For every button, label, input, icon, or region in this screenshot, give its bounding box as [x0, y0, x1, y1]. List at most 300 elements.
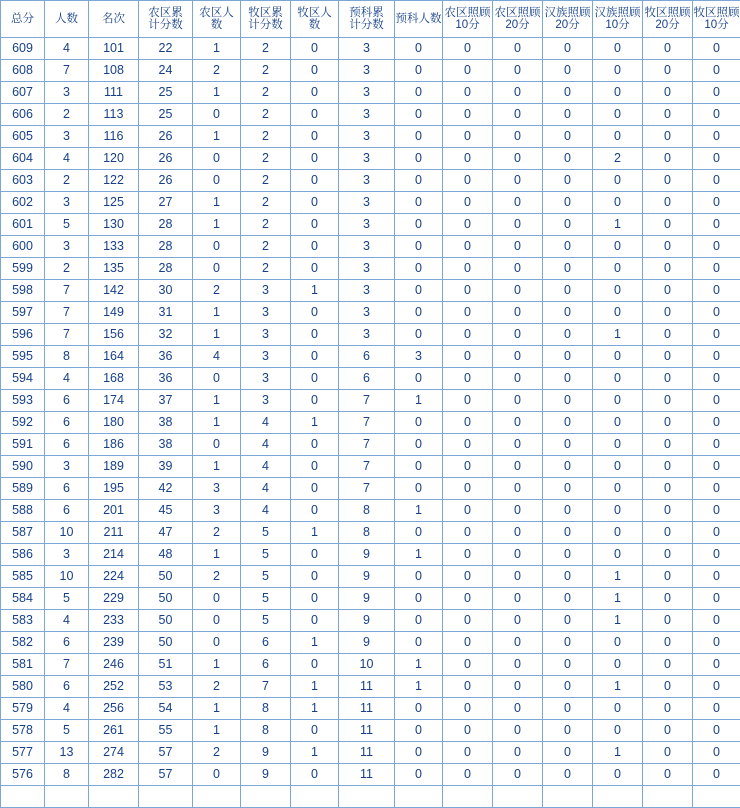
cell-r17-c12: 0 [593, 412, 643, 434]
column-header-8 [395, 1, 443, 38]
cell-r21-c11: 0 [543, 500, 593, 522]
column-header-1 [45, 1, 89, 38]
cell-r32-c11: 0 [543, 742, 593, 764]
cell-r27-c11: 0 [543, 632, 593, 654]
cell-r7-c2: 125 [89, 192, 139, 214]
cell-r22-c10: 0 [493, 522, 543, 544]
cell-r28-c14: 0 [693, 654, 740, 676]
cell-r10-c5: 2 [241, 258, 291, 280]
cell-r8-c2: 130 [89, 214, 139, 236]
cell-r7-c11: 0 [543, 192, 593, 214]
cell-r10-c1: 2 [45, 258, 89, 280]
cell-r4-c1: 3 [45, 126, 89, 148]
cell-r23-c4: 1 [193, 544, 241, 566]
cell-r3-c6: 0 [291, 104, 339, 126]
cell-r27-c5: 6 [241, 632, 291, 654]
cell-r18-c4: 0 [193, 434, 241, 456]
cell-r15-c11: 0 [543, 368, 593, 390]
cell-r20-c1: 6 [45, 478, 89, 500]
table-row [1, 126, 740, 148]
cell-r10-c7: 3 [339, 258, 395, 280]
cell-r33-c3: 57 [139, 764, 193, 786]
cell-r34-c2 [89, 786, 139, 808]
cell-r3-c13: 0 [643, 104, 693, 126]
table-row [1, 500, 740, 522]
cell-r2-c1: 3 [45, 82, 89, 104]
cell-r22-c4: 2 [193, 522, 241, 544]
cell-r31-c0: 578 [1, 720, 45, 742]
cell-r2-c6: 0 [291, 82, 339, 104]
cell-r32-c6: 1 [291, 742, 339, 764]
cell-r7-c1: 3 [45, 192, 89, 214]
cell-r11-c6: 1 [291, 280, 339, 302]
cell-r23-c11: 0 [543, 544, 593, 566]
cell-r28-c3: 51 [139, 654, 193, 676]
table-row [1, 764, 740, 786]
cell-r23-c8: 1 [395, 544, 443, 566]
cell-r30-c10: 0 [493, 698, 543, 720]
cell-r26-c13: 0 [643, 610, 693, 632]
cell-r32-c5: 9 [241, 742, 291, 764]
cell-r21-c7: 8 [339, 500, 395, 522]
cell-r24-c11: 0 [543, 566, 593, 588]
cell-r8-c4: 1 [193, 214, 241, 236]
cell-r9-c5: 2 [241, 236, 291, 258]
cell-r7-c12: 0 [593, 192, 643, 214]
cell-r29-c14: 0 [693, 676, 740, 698]
cell-r24-c1: 10 [45, 566, 89, 588]
column-header-6-line-1: 数 [291, 19, 338, 31]
cell-r26-c5: 5 [241, 610, 291, 632]
cell-r12-c5: 3 [241, 302, 291, 324]
cell-r7-c8: 0 [395, 192, 443, 214]
cell-r6-c9: 0 [443, 170, 493, 192]
cell-r31-c8: 0 [395, 720, 443, 742]
table-row [1, 456, 740, 478]
cell-r34-c3 [139, 786, 193, 808]
cell-r14-c3: 36 [139, 346, 193, 368]
cell-r6-c7: 3 [339, 170, 395, 192]
cell-r33-c5: 9 [241, 764, 291, 786]
cell-r1-c3: 24 [139, 60, 193, 82]
cell-r16-c12: 0 [593, 390, 643, 412]
cell-r24-c10: 0 [493, 566, 543, 588]
cell-r17-c11: 0 [543, 412, 593, 434]
cell-r15-c14: 0 [693, 368, 740, 390]
cell-r30-c12: 0 [593, 698, 643, 720]
cell-r19-c1: 3 [45, 456, 89, 478]
cell-r13-c9: 0 [443, 324, 493, 346]
cell-r15-c12: 0 [593, 368, 643, 390]
cell-r5-c8: 0 [395, 148, 443, 170]
cell-r21-c4: 3 [193, 500, 241, 522]
column-header-13-line-0: 牧区照顾 [643, 7, 692, 19]
cell-r8-c6: 0 [291, 214, 339, 236]
cell-r34-c9 [443, 786, 493, 808]
cell-r30-c4: 1 [193, 698, 241, 720]
cell-r28-c1: 7 [45, 654, 89, 676]
cell-r0-c5: 2 [241, 38, 291, 60]
cell-r32-c8: 0 [395, 742, 443, 764]
cell-r28-c12: 0 [593, 654, 643, 676]
cell-r29-c9: 0 [443, 676, 493, 698]
cell-r27-c6: 1 [291, 632, 339, 654]
cell-r16-c3: 37 [139, 390, 193, 412]
column-header-11 [543, 1, 593, 38]
cell-r15-c13: 0 [643, 368, 693, 390]
cell-r19-c12: 0 [593, 456, 643, 478]
cell-r2-c7: 3 [339, 82, 395, 104]
cell-r23-c9: 0 [443, 544, 493, 566]
cell-r27-c3: 50 [139, 632, 193, 654]
cell-r3-c9: 0 [443, 104, 493, 126]
column-header-9-line-0: 农区照顾 [443, 7, 492, 19]
cell-r4-c5: 2 [241, 126, 291, 148]
cell-r26-c2: 233 [89, 610, 139, 632]
cell-r7-c0: 602 [1, 192, 45, 214]
cell-r10-c12: 0 [593, 258, 643, 280]
cell-r23-c3: 48 [139, 544, 193, 566]
cell-r10-c14: 0 [693, 258, 740, 280]
cell-r24-c5: 5 [241, 566, 291, 588]
cell-r1-c1: 7 [45, 60, 89, 82]
column-header-10-line-1: 20分 [493, 19, 542, 31]
cell-r0-c11: 0 [543, 38, 593, 60]
cell-r24-c2: 224 [89, 566, 139, 588]
cell-r25-c14: 0 [693, 588, 740, 610]
cell-r12-c9: 0 [443, 302, 493, 324]
table-row [1, 170, 740, 192]
cell-r34-c13 [643, 786, 693, 808]
cell-r26-c12: 1 [593, 610, 643, 632]
cell-r30-c0: 579 [1, 698, 45, 720]
cell-r24-c4: 2 [193, 566, 241, 588]
cell-r2-c5: 2 [241, 82, 291, 104]
cell-r12-c13: 0 [643, 302, 693, 324]
cell-r13-c10: 0 [493, 324, 543, 346]
cell-r15-c1: 4 [45, 368, 89, 390]
cell-r13-c0: 596 [1, 324, 45, 346]
table-row [1, 544, 740, 566]
cell-r9-c1: 3 [45, 236, 89, 258]
cell-r19-c11: 0 [543, 456, 593, 478]
cell-r15-c0: 594 [1, 368, 45, 390]
column-header-7 [339, 1, 395, 38]
cell-r21-c14: 0 [693, 500, 740, 522]
cell-r30-c6: 1 [291, 698, 339, 720]
table-row [1, 434, 740, 456]
cell-r34-c4 [193, 786, 241, 808]
column-header-13 [643, 1, 693, 38]
cell-r29-c12: 1 [593, 676, 643, 698]
cell-r20-c3: 42 [139, 478, 193, 500]
cell-r4-c10: 0 [493, 126, 543, 148]
cell-r27-c14: 0 [693, 632, 740, 654]
cell-r9-c14: 0 [693, 236, 740, 258]
cell-r17-c6: 1 [291, 412, 339, 434]
cell-r11-c13: 0 [643, 280, 693, 302]
cell-r23-c14: 0 [693, 544, 740, 566]
cell-r24-c6: 0 [291, 566, 339, 588]
cell-r3-c12: 0 [593, 104, 643, 126]
cell-r28-c5: 6 [241, 654, 291, 676]
cell-r0-c13: 0 [643, 38, 693, 60]
cell-r9-c4: 0 [193, 236, 241, 258]
cell-r29-c10: 0 [493, 676, 543, 698]
cell-r2-c10: 0 [493, 82, 543, 104]
cell-r14-c1: 8 [45, 346, 89, 368]
cell-r27-c12: 0 [593, 632, 643, 654]
cell-r9-c6: 0 [291, 236, 339, 258]
cell-r25-c7: 9 [339, 588, 395, 610]
cell-r17-c8: 0 [395, 412, 443, 434]
table-row [1, 258, 740, 280]
cell-r6-c5: 2 [241, 170, 291, 192]
cell-r7-c10: 0 [493, 192, 543, 214]
column-header-11-line-0: 汉族照顾 [543, 7, 592, 19]
cell-r29-c5: 7 [241, 676, 291, 698]
cell-r33-c12: 0 [593, 764, 643, 786]
cell-r0-c9: 0 [443, 38, 493, 60]
table-row [1, 522, 740, 544]
cell-r32-c13: 0 [643, 742, 693, 764]
cell-r31-c14: 0 [693, 720, 740, 742]
cell-r15-c3: 36 [139, 368, 193, 390]
table-row [1, 566, 740, 588]
cell-r26-c3: 50 [139, 610, 193, 632]
cell-r14-c10: 0 [493, 346, 543, 368]
cell-r34-c0 [1, 786, 45, 808]
cell-r19-c4: 1 [193, 456, 241, 478]
cell-r28-c13: 0 [643, 654, 693, 676]
cell-r7-c3: 27 [139, 192, 193, 214]
cell-r21-c6: 0 [291, 500, 339, 522]
cell-r33-c7: 11 [339, 764, 395, 786]
cell-r30-c2: 256 [89, 698, 139, 720]
cell-r27-c10: 0 [493, 632, 543, 654]
cell-r9-c10: 0 [493, 236, 543, 258]
cell-r4-c7: 3 [339, 126, 395, 148]
column-header-5 [241, 1, 291, 38]
cell-r10-c0: 599 [1, 258, 45, 280]
cell-r6-c13: 0 [643, 170, 693, 192]
cell-r25-c5: 5 [241, 588, 291, 610]
cell-r10-c11: 0 [543, 258, 593, 280]
table-row [1, 236, 740, 258]
cell-r9-c13: 0 [643, 236, 693, 258]
cell-r3-c1: 2 [45, 104, 89, 126]
table-row [1, 192, 740, 214]
cell-r4-c13: 0 [643, 126, 693, 148]
cell-r6-c1: 2 [45, 170, 89, 192]
header-row [1, 1, 740, 38]
cell-r5-c1: 4 [45, 148, 89, 170]
cell-r5-c6: 0 [291, 148, 339, 170]
cell-r21-c9: 0 [443, 500, 493, 522]
cell-r22-c8: 0 [395, 522, 443, 544]
cell-r6-c6: 0 [291, 170, 339, 192]
cell-r12-c12: 0 [593, 302, 643, 324]
cell-r12-c8: 0 [395, 302, 443, 324]
cell-r12-c10: 0 [493, 302, 543, 324]
cell-r14-c7: 6 [339, 346, 395, 368]
cell-r6-c3: 26 [139, 170, 193, 192]
column-header-2 [89, 1, 139, 38]
cell-r19-c2: 189 [89, 456, 139, 478]
cell-r27-c0: 582 [1, 632, 45, 654]
cell-r19-c5: 4 [241, 456, 291, 478]
cell-r2-c0: 607 [1, 82, 45, 104]
cell-r26-c6: 0 [291, 610, 339, 632]
cell-r32-c7: 11 [339, 742, 395, 764]
cell-r2-c3: 25 [139, 82, 193, 104]
cell-r23-c7: 9 [339, 544, 395, 566]
cell-r16-c6: 0 [291, 390, 339, 412]
cell-r21-c1: 6 [45, 500, 89, 522]
cell-r31-c4: 1 [193, 720, 241, 742]
cell-r4-c6: 0 [291, 126, 339, 148]
cell-r1-c5: 2 [241, 60, 291, 82]
column-header-5-line-1: 计分数 [241, 19, 290, 31]
cell-r15-c7: 6 [339, 368, 395, 390]
column-header-14-line-1: 10分 [693, 19, 740, 31]
cell-r7-c9: 0 [443, 192, 493, 214]
cell-r7-c7: 3 [339, 192, 395, 214]
cell-r25-c8: 0 [395, 588, 443, 610]
cell-r21-c8: 1 [395, 500, 443, 522]
cell-r11-c0: 598 [1, 280, 45, 302]
cell-r13-c13: 0 [643, 324, 693, 346]
cell-r13-c3: 32 [139, 324, 193, 346]
cell-r5-c5: 2 [241, 148, 291, 170]
cell-r25-c1: 5 [45, 588, 89, 610]
cell-r32-c9: 0 [443, 742, 493, 764]
cell-r29-c2: 252 [89, 676, 139, 698]
cell-r18-c11: 0 [543, 434, 593, 456]
cell-r29-c8: 1 [395, 676, 443, 698]
cell-r26-c10: 0 [493, 610, 543, 632]
table-row [1, 720, 740, 742]
cell-r28-c2: 246 [89, 654, 139, 676]
cell-r5-c7: 3 [339, 148, 395, 170]
cell-r6-c8: 0 [395, 170, 443, 192]
cell-r12-c0: 597 [1, 302, 45, 324]
cell-r19-c10: 0 [493, 456, 543, 478]
cell-r0-c2: 101 [89, 38, 139, 60]
cell-r17-c4: 1 [193, 412, 241, 434]
cell-r6-c2: 122 [89, 170, 139, 192]
cell-r0-c4: 1 [193, 38, 241, 60]
cell-r18-c13: 0 [643, 434, 693, 456]
cell-r20-c7: 7 [339, 478, 395, 500]
cell-r5-c4: 0 [193, 148, 241, 170]
cell-r23-c10: 0 [493, 544, 543, 566]
cell-r16-c9: 0 [443, 390, 493, 412]
column-header-4-line-1: 数 [193, 19, 240, 31]
cell-r30-c13: 0 [643, 698, 693, 720]
cell-r16-c7: 7 [339, 390, 395, 412]
cell-r11-c1: 7 [45, 280, 89, 302]
cell-r12-c14: 0 [693, 302, 740, 324]
cell-r23-c13: 0 [643, 544, 693, 566]
cell-r25-c4: 0 [193, 588, 241, 610]
cell-r8-c7: 3 [339, 214, 395, 236]
cell-r2-c4: 1 [193, 82, 241, 104]
column-header-4 [193, 1, 241, 38]
cell-r8-c14: 0 [693, 214, 740, 236]
cell-r25-c0: 584 [1, 588, 45, 610]
cell-r20-c4: 3 [193, 478, 241, 500]
cell-r26-c0: 583 [1, 610, 45, 632]
cell-r6-c0: 603 [1, 170, 45, 192]
cell-r5-c0: 604 [1, 148, 45, 170]
cell-r20-c9: 0 [443, 478, 493, 500]
cell-r14-c12: 0 [593, 346, 643, 368]
cell-r22-c0: 587 [1, 522, 45, 544]
column-header-7-line-1: 计分数 [339, 19, 394, 31]
cell-r5-c14: 0 [693, 148, 740, 170]
cell-r6-c4: 0 [193, 170, 241, 192]
table-row [1, 82, 740, 104]
cell-r0-c8: 0 [395, 38, 443, 60]
cell-r3-c2: 113 [89, 104, 139, 126]
cell-r17-c14: 0 [693, 412, 740, 434]
cell-r28-c10: 0 [493, 654, 543, 676]
cell-r32-c14: 0 [693, 742, 740, 764]
cell-r34-c10 [493, 786, 543, 808]
cell-r22-c9: 0 [443, 522, 493, 544]
cell-r28-c7: 10 [339, 654, 395, 676]
cell-r9-c11: 0 [543, 236, 593, 258]
cell-r13-c12: 1 [593, 324, 643, 346]
cell-r0-c3: 22 [139, 38, 193, 60]
column-header-4-line-0: 农区人 [193, 7, 240, 19]
cell-r15-c5: 3 [241, 368, 291, 390]
cell-r21-c2: 201 [89, 500, 139, 522]
cell-r13-c11: 0 [543, 324, 593, 346]
cell-r20-c14: 0 [693, 478, 740, 500]
cell-r7-c6: 0 [291, 192, 339, 214]
cell-r20-c13: 0 [643, 478, 693, 500]
cell-r24-c9: 0 [443, 566, 493, 588]
table-row [1, 588, 740, 610]
cell-r17-c1: 6 [45, 412, 89, 434]
cell-r19-c9: 0 [443, 456, 493, 478]
cell-r27-c7: 9 [339, 632, 395, 654]
cell-r22-c13: 0 [643, 522, 693, 544]
cell-r1-c11: 0 [543, 60, 593, 82]
cell-r2-c13: 0 [643, 82, 693, 104]
cell-r7-c13: 0 [643, 192, 693, 214]
cell-r4-c4: 1 [193, 126, 241, 148]
cell-r13-c1: 7 [45, 324, 89, 346]
cell-r31-c5: 8 [241, 720, 291, 742]
cell-r16-c2: 174 [89, 390, 139, 412]
table-row [1, 698, 740, 720]
cell-r24-c13: 0 [643, 566, 693, 588]
cell-r13-c2: 156 [89, 324, 139, 346]
cell-r1-c10: 0 [493, 60, 543, 82]
cell-r30-c11: 0 [543, 698, 593, 720]
cell-r27-c2: 239 [89, 632, 139, 654]
cell-r20-c12: 0 [593, 478, 643, 500]
cell-r0-c1: 4 [45, 38, 89, 60]
cell-r24-c8: 0 [395, 566, 443, 588]
cell-r27-c8: 0 [395, 632, 443, 654]
cell-r33-c13: 0 [643, 764, 693, 786]
cell-r34-c7 [339, 786, 395, 808]
column-header-3-line-0: 农区累 [139, 7, 192, 19]
